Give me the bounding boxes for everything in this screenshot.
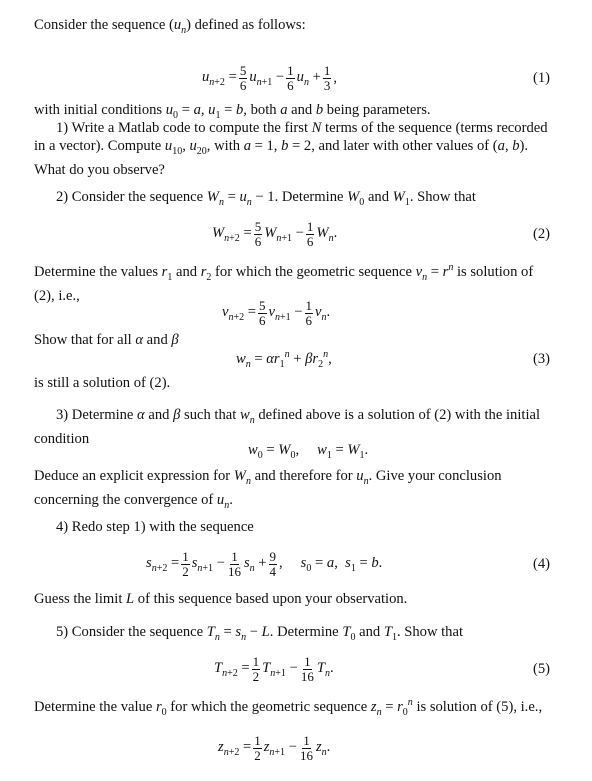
equation-number-2: (2) — [532, 225, 550, 242]
question-4b-text: Guess the limit L of this sequence based upon your observation. — [34, 591, 408, 607]
question-3-text: 3) Determine α and β such that $w_n$ defined above is a solution of (2) with the initial condition — [34, 407, 541, 447]
question-2d-text: is still a solution of (2). — [34, 375, 171, 391]
question-2b-text: Determine the values $r_1$ and $r_2$ for which the geometric sequence $v_n = r^n$ is solution of (2), i.e., — [34, 262, 534, 304]
equation-number-5: (5) — [532, 660, 550, 677]
equation-5: $T_{n+2}$ = $\frac{1}{2}$ $T_{n+1}$ − $\frac{1}{16}$ $T_n$. (5) — [34, 649, 550, 689]
equation-number-3: (3) — [532, 350, 550, 367]
equation-1: $u_{n+2}$ = $\frac{5}{6}$ $u_{n+1}$ − $\frac{1}{6}$ $u_n$ + $\frac{1}{3}$ , (1) — [34, 58, 550, 98]
initial-condition-equation: $w_0 = W_0$, $w_1 = W_1$. — [248, 441, 369, 461]
question-2-text: 2) Consider the sequence $W_n = u_n - 1$. Determine $W_0$ and $W_1$. Show that — [56, 189, 476, 208]
equation-number-1: (1) — [532, 69, 550, 86]
question-5-text: 5) Consider the sequence $T_n = s_n - L$. Determine $T_0$ and $T_1$. Show that — [56, 624, 464, 643]
equation-2: $W_{n+2}$ = $\frac{5}{6}$ $W_{n+1}$ − $\frac{1}{6}$ $W_n$. (2) — [34, 214, 550, 254]
question-5b-text: Determine the value $r_0$ for which the geometric sequence $z_n = r_0^n$ is solution of (5), i.e., — [34, 697, 543, 718]
equation-4: $s_{n+2}$ = $\frac{1}{2}$ $s_{n+1}$ − $\frac{1}{16}$ $s_n$ + $\frac{9}{4}$ , $s_0 = a$, $s_1 = b$. (4) — [34, 544, 550, 584]
intro-text: Consider the sequence $(u_n)$ defined as follows: — [34, 17, 306, 36]
equation-3: $w_n = \alpha r_1^n + \beta r_2^n$, (3) — [34, 339, 550, 379]
question-1-text: 1) Write a Matlab code to compute the first N terms of the sequence (terms recorded in a vector). Compute $u_{10}$, $u_{20}$, with a = 1, b = 2, and later with other values of (a, b). What do you observe? — [34, 120, 548, 178]
initial-conditions-text: with initial conditions $u_0 = a$, $u_1 = b$, both a and b being parameters. — [34, 102, 431, 121]
equation-v: $v_{n+2}$ = $\frac{5}{6}$ $v_{n+1}$ − $\frac{1}{6}$ $v_n$. — [222, 297, 331, 328]
question-3b-text: Deduce an explicit expression for $W_n$ and therefore for $u_n$. Give your conclusion concerning the convergence of $u_n$. — [34, 468, 502, 511]
equation-number-4: (4) — [532, 555, 550, 572]
question-2c-text: Show that for all α and β — [34, 332, 179, 348]
equation-z: $z_{n+2}$ = $\frac{1}{2}$ $z_{n+1}$ − $\frac{1}{16}$ $z_n$. — [218, 732, 331, 763]
question-4-text: 4) Redo step 1) with the sequence — [56, 519, 254, 535]
